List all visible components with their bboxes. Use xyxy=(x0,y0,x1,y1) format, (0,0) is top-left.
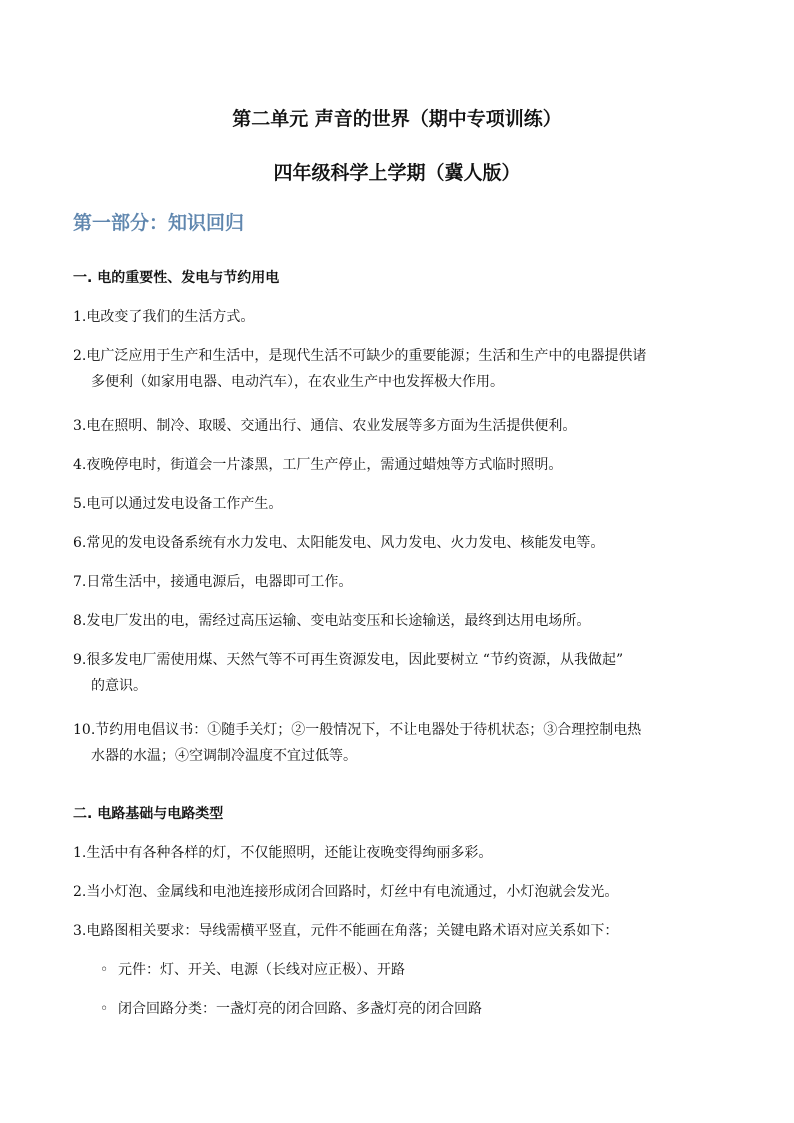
item-line: 10.节约用电倡议书：①随手关灯；②一般情况下，不让电器处于待机状态；③合理控制电热 xyxy=(73,722,642,738)
list-item xyxy=(73,343,723,395)
list-item xyxy=(73,918,723,944)
item-line: 8.发电厂发出的电，需经过高压运输、变电站变压和长途输送，最终到达用电场所。 xyxy=(73,613,591,629)
item-line: 1.电改变了我们的生活方式。 xyxy=(73,309,255,325)
list-item xyxy=(73,840,723,866)
item-line: 3.电路图相关要求：导线需横平竖直，元件不能画在角落；关键电路术语对应关系如下： xyxy=(73,923,619,939)
list-item xyxy=(73,491,723,517)
list-item xyxy=(73,647,723,699)
section-heading-2: 二. 电路基础与电路类型 xyxy=(73,806,224,822)
section-heading-1: 一. 电的重要性、发电与节约用电 xyxy=(73,270,280,286)
document-title: 第二单元 声音的世界（期中专项训练） xyxy=(232,108,562,130)
list-item xyxy=(73,452,723,478)
item-line-continued: 水器的水温；④空调制冷温度不宜过低等。 xyxy=(91,748,357,764)
list-item xyxy=(73,879,723,905)
document-subtitle: 四年级科学上学期（冀人版） xyxy=(273,162,521,184)
item-line: 6.常见的发电设备系统有水力发电、太阳能发电、风力发电、火力发电、核能发电等。 xyxy=(73,535,605,551)
part-heading: 第一部分：知识回归 xyxy=(73,212,245,234)
bullet-item xyxy=(100,957,405,983)
list-item xyxy=(73,569,723,595)
item-line: 7.日常生活中，接通电源后，电器即可工作。 xyxy=(73,574,353,590)
item-line: 2.电广泛应用于生产和生活中，是现代生活不可缺少的重要能源；生活和生产中的电器提供诸 xyxy=(73,348,647,364)
item-line: 1.生活中有各种各样的灯，不仅能照明，还能让夜晚变得绚丽多彩。 xyxy=(73,845,493,861)
list-item xyxy=(73,413,723,439)
list-item xyxy=(73,304,723,330)
bullet-text: 元件：灯、开关、电源（长线对应正极）、开路 xyxy=(118,962,405,978)
bullet-marker: ◦ xyxy=(100,962,109,978)
item-line: 5.电可以通过发电设备工作产生。 xyxy=(73,496,283,512)
item-line: 3.电在照明、制冷、取暖、交通出行、通信、农业发展等多方面为生活提供便利。 xyxy=(73,418,577,434)
bullet-marker: ◦ xyxy=(100,1001,109,1017)
item-line: 9.很多发电厂需使用煤、天然气等不可再生资源发电，因此要树立 “节约资源，从我做起” xyxy=(73,652,624,668)
bullet-text: 闭合回路分类：一盏灯亮的闭合回路、多盏灯亮的闭合回路 xyxy=(118,1001,482,1017)
item-line-continued: 的意识。 xyxy=(91,678,147,694)
item-line: 2.当小灯泡、金属线和电池连接形成闭合回路时，灯丝中有电流通过，小灯泡就会发光。 xyxy=(73,884,619,900)
list-item xyxy=(73,530,723,556)
bullet-item xyxy=(100,996,482,1022)
item-line-continued: 多便利（如家用电器、电动汽车），在农业生产中也发挥极大作用。 xyxy=(91,374,504,390)
item-line: 4.夜晚停电时，街道会一片漆黑，工厂生产停止，需通过蜡烛等方式临时照明。 xyxy=(73,457,563,473)
list-item xyxy=(73,717,723,769)
list-item xyxy=(73,608,723,634)
